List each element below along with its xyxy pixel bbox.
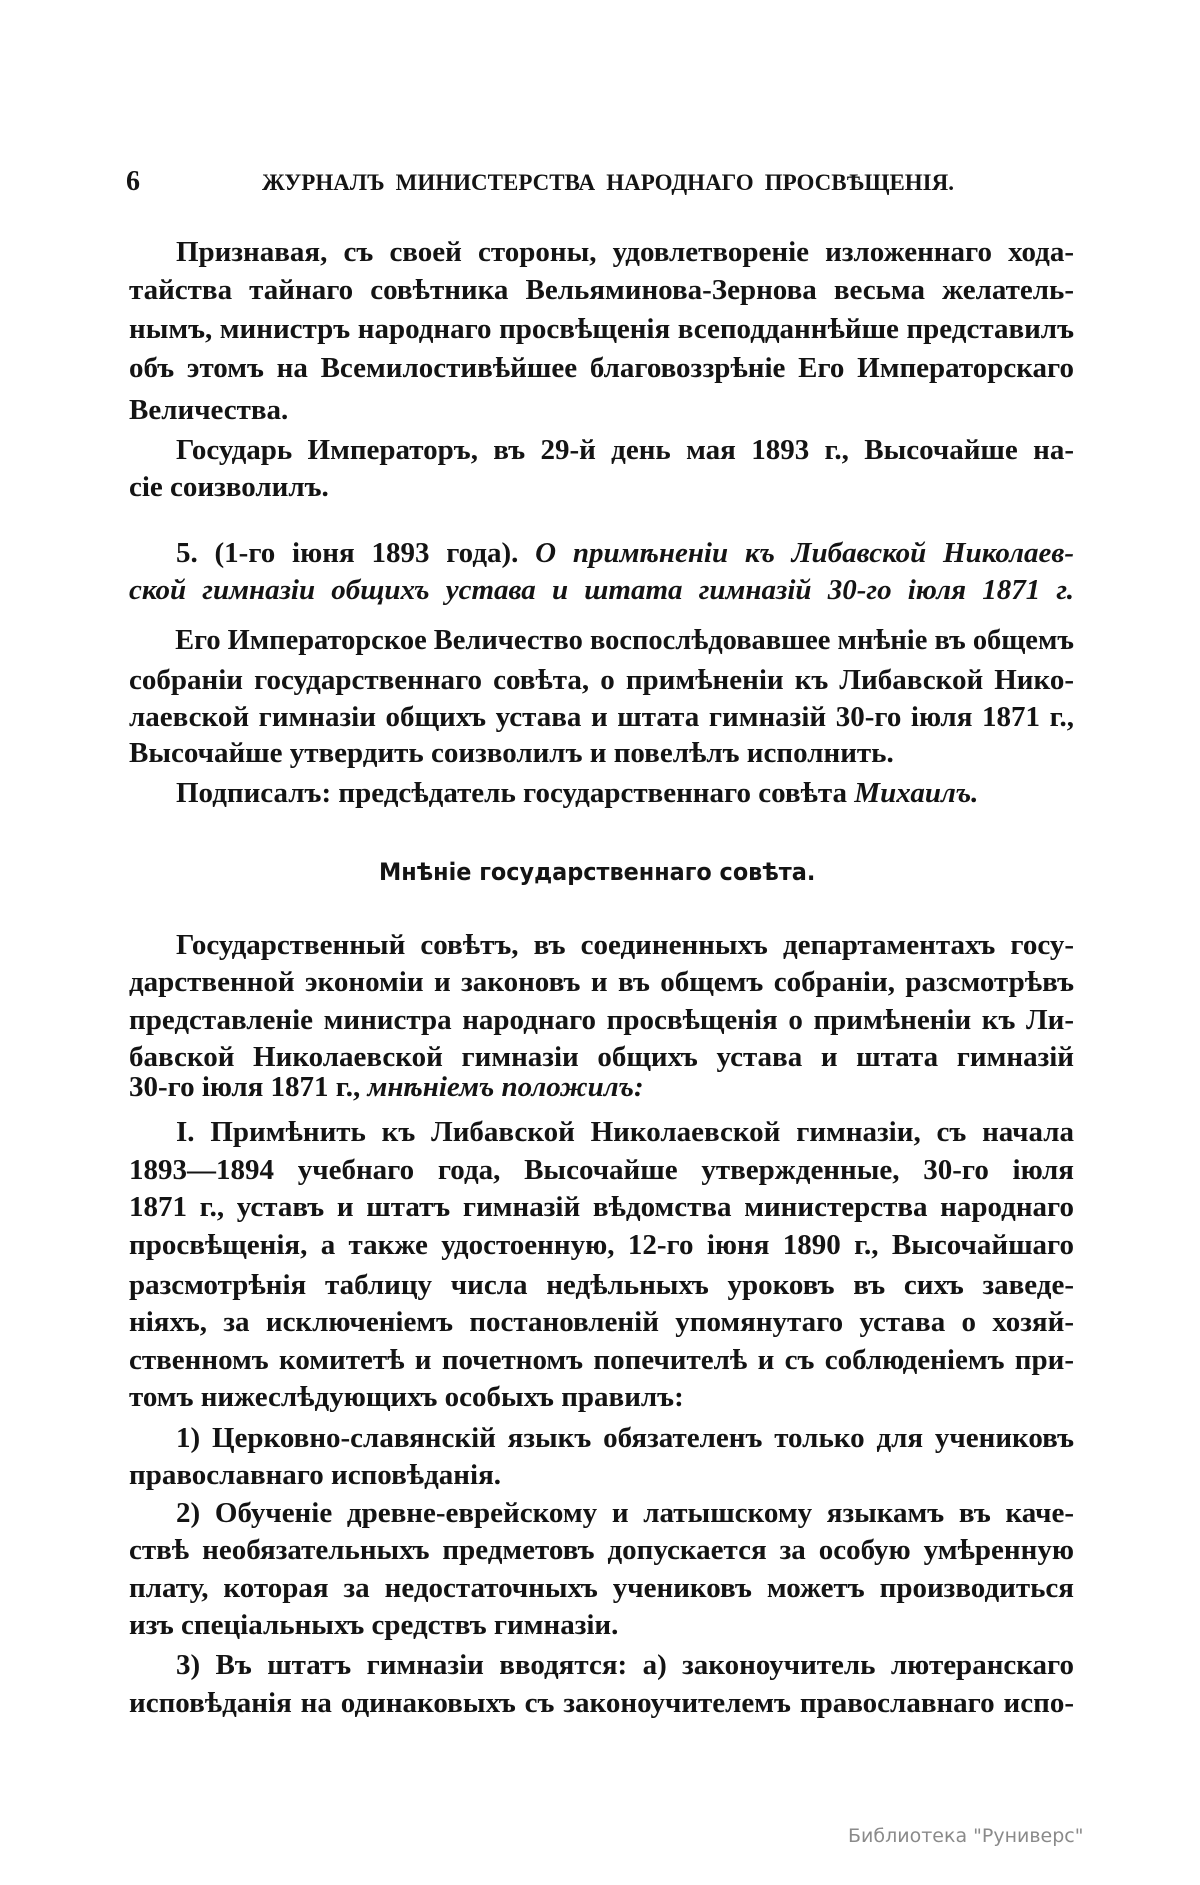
- text-line: [129, 1068, 1074, 1106]
- signature-line: [129, 774, 1074, 812]
- section-heading: Мнѣніе государственнаго совѣта.: [379, 858, 816, 886]
- text-line: Величества.: [129, 394, 289, 426]
- text-line: просвѣщенія, а также удостоенную, 12-го іюня 1890 г., Высочайшаго: [129, 1229, 1074, 1261]
- text-line: 1893—1894 учебнаго года, Высочайше утвержденные, 30-го іюля: [129, 1154, 1074, 1186]
- decree-number: 5. (1-го іюня 1893 года).: [176, 537, 536, 569]
- text-line: Признавая, съ своей стороны, удовлетвореніе изложеннаго хода-: [176, 236, 1074, 268]
- text-line: лаевской гимназіи общихъ устава и штата гимназій 30-го іюля 1871 г.,: [129, 701, 1074, 733]
- text-line: собраніи государственнаго совѣта, о примѣненіи къ Либавской Нико-: [129, 664, 1074, 696]
- text-line: изъ спеціальныхъ средствъ гимназіи.: [129, 1609, 619, 1641]
- text-line: представленіе министра народнаго просвѣщенія о примѣненіи къ Ли-: [129, 1004, 1074, 1036]
- text-line: 1871 г., уставъ и штатъ гимназій вѣдомства министерства народнаго: [129, 1191, 1074, 1223]
- text-line: православнаго исповѣданія.: [129, 1459, 502, 1491]
- text-line: дарственной экономіи и законовъ и въ общемъ собраніи, разсмотрѣвъ: [129, 966, 1074, 998]
- text-line: тайства тайнаго совѣтника Вельяминова-Зернова весьма желатель-: [129, 274, 1074, 306]
- text-line: 1) Церковно-славянскій языкъ обязателенъ только для учениковъ: [176, 1422, 1074, 1454]
- signature-label: Подписалъ: предсѣдатель государственнаго совѣта: [176, 777, 855, 809]
- text-line: томъ нижеслѣдующихъ особыхъ правилъ:: [129, 1381, 684, 1413]
- text-line: ніяхъ, за исключеніемъ постановленій упомянутаго устава о хозяй-: [129, 1306, 1074, 1338]
- text-line: 2) Обученіе древне-еврейскому и латышскому языкамъ въ каче-: [176, 1497, 1074, 1529]
- text-line: ствѣ необязательныхъ предметовъ допускается за особую умѣренную: [129, 1534, 1074, 1566]
- text-line: объ этомъ на Всемилостивѣйшее благовоззрѣніе Его Императорскаго: [129, 352, 1074, 384]
- library-watermark: Библиотека "Руниверс": [848, 1825, 1084, 1847]
- text-line: Государь Императоръ, въ 29-й день мая 1893 г., Высочайше на-: [176, 434, 1074, 466]
- text-line: сіе соизволилъ.: [129, 471, 329, 503]
- text-line: Его Императорское Величество воспослѣдовавшее мнѣніе въ общемъ: [175, 624, 1074, 656]
- decree-title: О примѣненіи къ Либавской Николаев-: [535, 537, 1074, 569]
- text-segment: 30-го іюля 1871 г.,: [129, 1071, 368, 1103]
- page-number: 6: [126, 166, 140, 197]
- decree-title-line: [129, 534, 1074, 572]
- text-line: плату, которая за недостаточныхъ учениковъ можетъ производиться: [129, 1572, 1074, 1604]
- text-line: ственномъ комитетѣ и почетномъ попечителѣ и съ соблюденіемъ при-: [129, 1344, 1074, 1376]
- running-title: ЖУРНАЛЪ МИНИСТЕРСТВА НАРОДНАГО ПРОСВѢЩЕНІЯ.: [262, 170, 954, 195]
- text-line: бавской Николаевской гимназіи общихъ устава и штата гимназій: [129, 1041, 1074, 1073]
- text-line: разсмотрѣнія таблицу числа недѣльныхъ уроковъ въ сихъ заведе-: [129, 1269, 1074, 1301]
- text-line: Государственный совѣтъ, въ соединенныхъ департаментахъ госу-: [176, 929, 1074, 961]
- text-line: нымъ, министръ народнаго просвѣщенія всеподданнѣйше представилъ: [129, 313, 1074, 345]
- text-line: исповѣданія на одинаковыхъ съ законоучителемъ православнаго испо-: [129, 1687, 1074, 1719]
- decree-title-line: ской гимназіи общихъ устава и штата гимназій 30-го іюля 1871 г.: [129, 574, 1074, 606]
- resolution-phrase: мнѣніемъ положилъ:: [367, 1071, 644, 1103]
- signatory-name: Михаилъ.: [854, 777, 979, 809]
- text-line: I. Примѣнить къ Либавской Николаевской гимназіи, съ начала: [176, 1116, 1074, 1148]
- text-line: Высочайше утвердить соизволилъ и повелѣлъ исполнить.: [129, 737, 894, 769]
- text-line: 3) Въ штатъ гимназіи вводятся: а) законоучитель лютеранскаго: [176, 1649, 1074, 1681]
